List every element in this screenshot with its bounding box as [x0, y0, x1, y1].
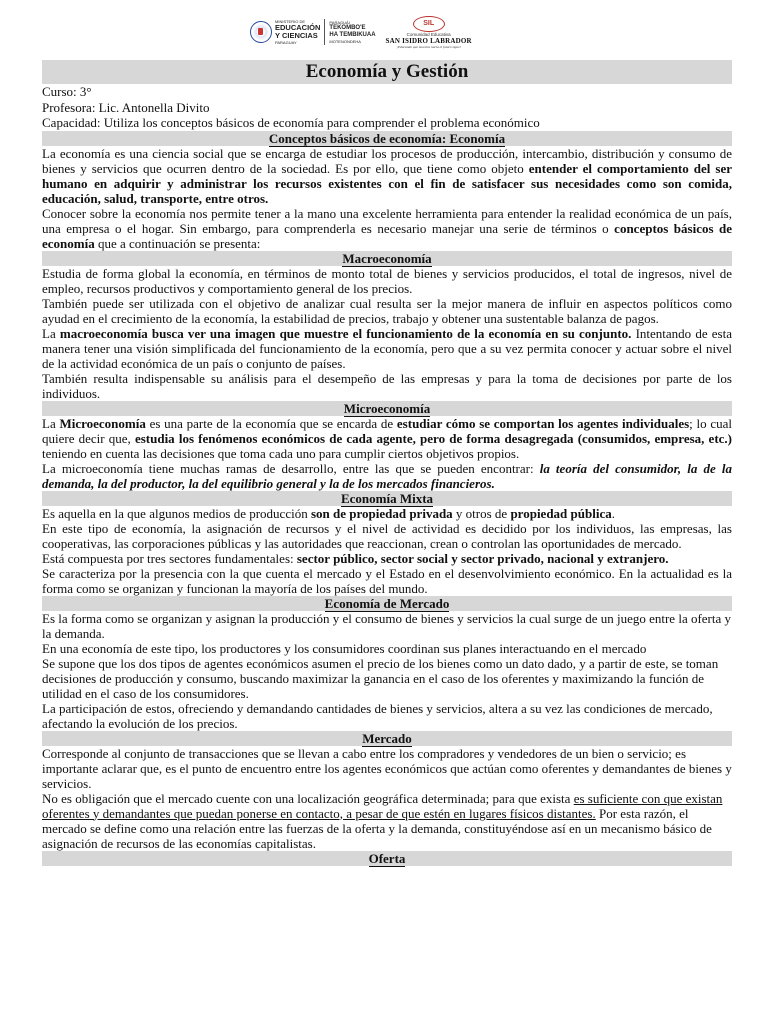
- section-heading-microeconomia: Microeconomía: [42, 401, 732, 416]
- paragraph: Es aquella en la que algunos medios de producción son de propiedad privada y otros de propiedad pública.: [42, 505, 615, 521]
- paragraph: Se supone que los dos tipos de agentes económicos asumen el precio de los bienes como un dato dado, y a partir de este, se toman decisiones de producción y consumo, buscando maximizar la ganancia en el caso de los oferentes y maximizando la función de utilidad en el caso de los consumidores.: [42, 655, 719, 701]
- school-name: SAN ISIDRO LABRADOR: [385, 36, 472, 45]
- paragraph: Estudia de forma global la economía, en términos de monto total de bienes y servicios producidos, el total de ingresos, nivel de empleo, recursos productivos y comportamiento general de los precios.: [42, 265, 732, 296]
- paragraph: La participación de estos, ofreciendo y demandando cantidades de bienes y servicios, altera a su vez las condiciones de mercado, afectando la evolución de los precios.: [42, 700, 713, 731]
- section-heading-macroeconomia: Macroeconomía: [42, 251, 732, 266]
- header-divider: [324, 19, 325, 45]
- section-heading-conceptos: Conceptos básicos de economía: Economía: [42, 131, 732, 146]
- course-line: Curso: 3°: [42, 84, 92, 99]
- school-logo: SIL Comunidad Educativa SAN ISIDRO LABRADOR ¡Educando que muestra hacia el futuro sigue!: [386, 16, 472, 49]
- paragraph: No es obligación que el mercado cuente con una localización geográfica determinada; para que exista es suficiente con que existan oferentes y demandantes que puedan ponerse en contacto, a pesar de que estén en lugares físicos distantes. Por esta razón, el mercado se define como una relación entre las fuerzas de la oferta y la demanda, constituyéndose así en un mecanismo básico de asignación de recursos de las economías capitalistas.: [42, 790, 723, 851]
- school-motto: ¡Educando que muestra hacia el futuro sigue!: [396, 44, 461, 49]
- section-heading-economia-de-mercado: Economía de Mercado: [42, 596, 732, 611]
- paragraph: La economía es una ciencia social que se encarga de estudiar los procesos de producción, intercambio, distribución y consumo de bienes y servicios que ocurren dentro de la sociedad. Es por ello, que tiene como objeto entender el comportamiento del ser humano en adquirir y administrar los recursos existentes con el fin de satisfacer sus necesidades como son comida, educación, salud, transporte, entre otros.: [42, 145, 732, 206]
- guarani-ministry-name: PARAGUÁI TEKOMBO'E HA TEMBIKUAA MOTENONDEHA: [329, 20, 376, 44]
- section-heading-economia-mixta: Economía Mixta: [42, 491, 732, 506]
- document-header: [250, 14, 530, 50]
- national-crest-icon: [250, 21, 272, 43]
- paragraph: En una economía de este tipo, los productores y los consumidores coordinan sus planes interactuando en el mercado: [42, 640, 647, 656]
- course-info: [42, 84, 732, 131]
- ministry-logo: [250, 19, 320, 45]
- paragraph: La microeconomía tiene muchas ramas de desarrollo, entre las que se pueden encontrar: la teoría del consumidor, la de la demanda, la del productor, la del equilibrio general y la de los mercados financieros.: [42, 460, 732, 491]
- section-heading-mercado: Mercado: [42, 731, 732, 746]
- paragraph: Conocer sobre la economía nos permite tener a la mano una excelente herramienta para entender la realidad económica de un país, una empresa o el hogar. Sin embargo, para comprenderla es necesario manejar una serie de términos o conceptos básicos de economía que a continuación se presenta:: [42, 205, 733, 251]
- teacher-line: Profesora: Lic. Antonella Divito: [42, 99, 210, 115]
- school-badge-icon: SIL: [413, 16, 445, 32]
- paragraph: Se caracteriza por la presencia con la que cuenta el mercado y el Estado en el desenvolvimiento económico. En la actualidad es la forma como se organizan y funcionan la mayoría de los países del mundo.: [42, 565, 732, 596]
- paragraph: Está compuesta por tres sectores fundamentales: sector público, sector social y sector privado, nacional y extranjero.: [42, 550, 669, 566]
- document-body: [42, 60, 732, 866]
- paragraph: Es la forma como se organizan y asignan la producción y el consumo de bienes y servicios la cual surge de un juego entre la oferta y la demanda.: [42, 610, 732, 641]
- ministry-name: MINISTERIO DE EDUCACIÓN Y CIENCIAS PARAGUAY: [275, 19, 321, 45]
- paragraph: Corresponde al conjunto de transacciones que se llevan a cabo entre los compradores y vendedores de un bien o servicio; es importante aclarar que, es el punto de encuentro entre los agentes económicos que actúan como oferentes y demandantes de bienes y servicios.: [42, 745, 732, 791]
- paragraph: También puede ser utilizada con el objetivo de analizar cual resulta ser la mejor manera de influir en aspectos políticos como ayudad en el crecimiento de la economía, la estabilidad de precios, trabajo y obtener una sustentable balanza de pagos.: [42, 295, 732, 326]
- paragraph: En este tipo de economía, la asignación de recursos y el nivel de actividad es decidido por los individuos, las empresas, las cooperativas, las corporaciones públicas y las autoridades que reaccionan, crean o controlan las oportunidades de mercado.: [42, 520, 732, 551]
- section-heading-oferta: Oferta: [42, 851, 732, 866]
- paragraph: La macroeconomía busca ver una imagen que muestre el funcionamiento de la economía en su conjunto. Intentando de esta manera tener una visión simplificada del funcionamiento de la economía, pero que a su vez permita conocer y actuar sobre el nivel de la actividad económica de un país o conjunto de países.: [42, 325, 732, 371]
- capacity-line: Capacidad: Utiliza los conceptos básicos de economía para comprender el problema económico: [42, 115, 540, 130]
- paragraph: También resulta indispensable su análisis para el desempeño de las empresas y para la toma de decisiones por parte de los individuos.: [42, 370, 732, 401]
- page-title: Economía y Gestión: [42, 60, 732, 84]
- paragraph: La Microeconomía es una parte de la economía que se encarda de estudiar cómo se comportan los agentes individuales; lo cual quiere decir que, estudia los fenómenos económicos de cada agente, pero de forma desagregada (consumidos, empresa, etc.) teniendo en cuenta las decisiones que toma cada uno para cumplir ciertos objetivos propios.: [42, 415, 733, 461]
